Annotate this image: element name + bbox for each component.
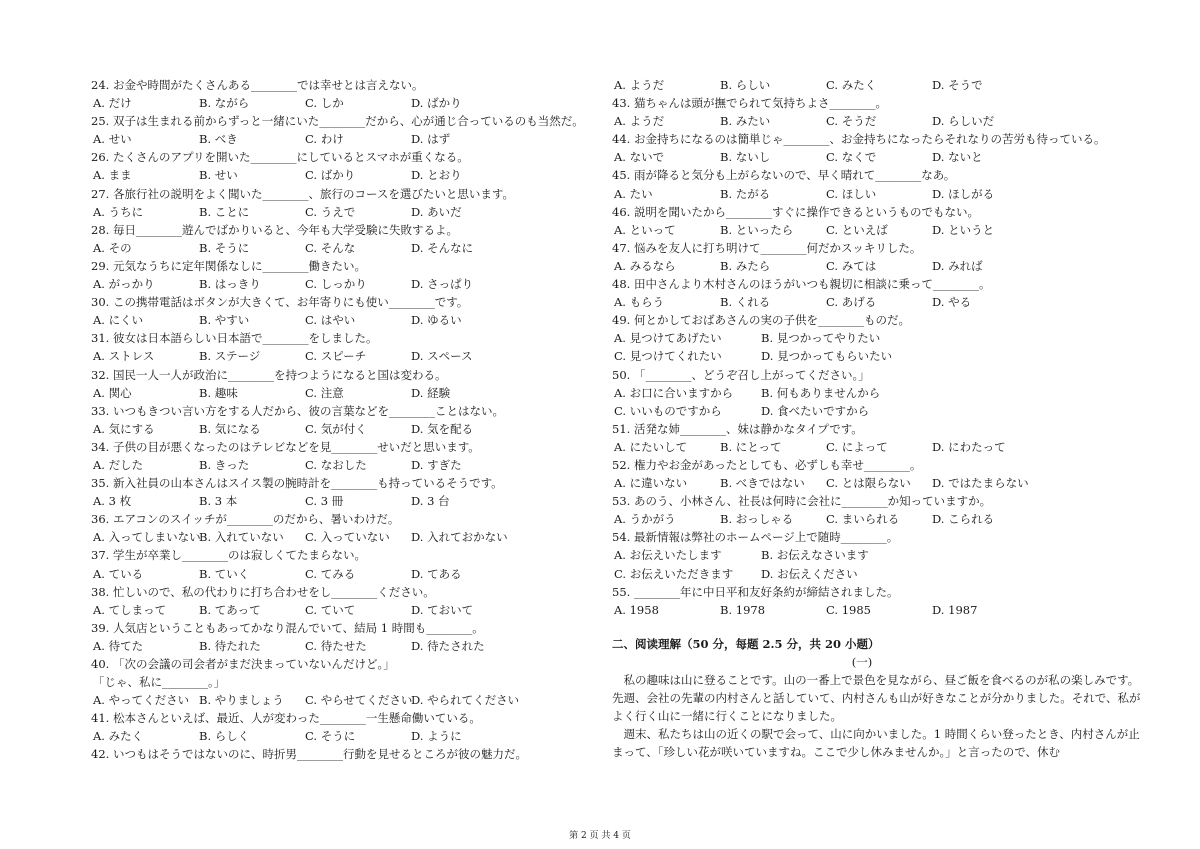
option-b: B. ことに	[199, 204, 250, 219]
option-a: A. 見つけてあげたい	[614, 331, 722, 346]
question-text: 34. 子供の目が悪くなったのはテレビなどを見________せいだと思います。	[91, 439, 480, 454]
options-row	[91, 166, 591, 184]
option-b: B. らしく	[199, 729, 250, 744]
question-text: 51. 活発な姉________、妹は静かなタイプです。	[612, 421, 863, 436]
option-a: A. 入ってしまいない	[93, 530, 201, 545]
option-d: D. 入れておかない	[411, 530, 508, 545]
option-b: B. くれる	[720, 295, 771, 310]
options-row	[91, 528, 591, 546]
option-b: B. やすい	[199, 313, 250, 328]
option-d: D. 気を配る	[411, 421, 474, 436]
option-d: D. 3 台	[411, 494, 450, 509]
options-row	[91, 691, 591, 709]
option-d: D. ゆるい	[411, 313, 462, 328]
options-row	[612, 329, 1112, 347]
options-row	[612, 257, 1112, 275]
option-c: C. そうに	[305, 729, 356, 744]
question-text: 28. 毎日________遊んでばかりいると、今年も大学受験に失敗するよ。	[91, 222, 458, 237]
option-d: D. すぎた	[411, 457, 462, 472]
question-text: 33. いつもきつい言い方をする人だから、彼の言葉などを________ことはない。	[91, 403, 504, 418]
option-a: A. 1958	[614, 602, 659, 617]
question-text: 24. お金や時間がたくさんある________では幸せとは言えない。	[91, 78, 424, 92]
option-a: A. うちに	[93, 204, 144, 219]
options-row	[91, 384, 591, 402]
question-text: 45. 雨が降ると気分も上がらないので、早く晴れて________なあ。	[612, 168, 956, 183]
options-row	[91, 239, 591, 257]
option-b: B. ステージ	[199, 349, 261, 364]
option-d: D. そうで	[932, 78, 983, 92]
question-text: 25. 双子は生まれる前からずっと一緒にいた________だから、心が通じ合っているのも当然だ。	[91, 114, 584, 129]
option-b: B. らしい	[720, 78, 771, 92]
option-c: C. いいものですから	[614, 403, 722, 418]
option-b: B. お伝えなさいます	[761, 548, 869, 563]
option-b: B. きった	[199, 457, 250, 472]
option-d: D. お伝えください	[761, 566, 858, 581]
option-b: B. 1978	[720, 602, 766, 617]
option-c: C. お伝えいただきます	[614, 566, 734, 581]
option-a: A. たい	[614, 186, 653, 201]
option-d: D. 食べたいですから	[761, 403, 870, 418]
question-text: 37. 学生が卒業し________のは寂しくてたまらない。	[91, 548, 366, 563]
option-a: A. にたいして	[614, 439, 688, 454]
option-a: A. がっかり	[93, 277, 155, 292]
option-c: C. 3 冊	[305, 494, 344, 509]
options-row	[91, 347, 591, 365]
question-text: 35. 新入社員の山本さんはスイス製の腕時計を________も持っているそうです。	[91, 476, 503, 491]
option-c: C. 見つけてくれたい	[614, 349, 722, 364]
option-b: B. 何もありませんから	[761, 385, 881, 400]
option-d: D. 待たされた	[411, 638, 485, 653]
options-row	[91, 565, 591, 583]
option-d: D. ではたまらない	[932, 476, 1029, 491]
option-d: D. にわたって	[932, 439, 1006, 454]
option-a: A. みたく	[93, 729, 144, 744]
options-row	[612, 347, 1112, 365]
question-text: 36. エアコンのスイッチが________のだから、暑いわけだ。	[91, 512, 400, 527]
option-c: C. 待たせた	[305, 638, 367, 653]
option-c: C. ていて	[305, 602, 356, 617]
option-a: A. ようだ	[614, 78, 665, 92]
option-a: A. 待てた	[93, 638, 144, 653]
option-b: B. 見つかってやりたい	[761, 331, 881, 346]
question-text: 50. 「________、どうぞ召し上がってください。」	[612, 367, 870, 382]
option-a: A. みるなら	[614, 258, 676, 273]
options-row	[91, 94, 591, 112]
options-row	[612, 510, 1112, 528]
option-a: A. 気にする	[93, 421, 155, 436]
option-a: A. まま	[93, 168, 132, 183]
option-c: C. うえで	[305, 204, 356, 219]
option-d: D. ておいて	[411, 602, 474, 617]
option-b: B. 3 本	[199, 494, 238, 509]
section-title: 二、阅读理解（50 分，每题 2.5 分，共 20 小题）	[612, 636, 880, 651]
option-c: C. 気が付く	[305, 421, 367, 436]
option-d: D. あいだ	[411, 204, 462, 219]
options-row	[91, 130, 591, 148]
option-c: C. そうだ	[826, 114, 877, 129]
option-b: B. 趣味	[199, 385, 238, 400]
option-a: A. だした	[93, 457, 144, 472]
option-b: B. 入れていない	[199, 530, 284, 545]
options-row	[612, 112, 1112, 130]
passage-paragraph-2: 週末、私たちは山の近くの駅で会って、山に向かいました。1 時間くらい登ったとき、内村さんが止まって、「珍しい花が咲いていますね。ここで少し休みませんか。」と言ったので、休む	[612, 727, 1140, 760]
option-d: D. らしいだ	[932, 114, 995, 129]
option-a: A. せい	[93, 132, 132, 147]
question-text: 48. 田中さんより木村さんのほうがいつも親切に相談に乗って________。	[612, 277, 991, 292]
option-c: C. ほしい	[826, 186, 877, 201]
option-b: B. ながら	[199, 96, 250, 111]
option-d: D. というと	[932, 222, 995, 237]
question-text: 40. 「次の会議の司会者がまだ決まっていないんだけど。」	[91, 657, 395, 671]
option-d: D. ばかり	[411, 96, 462, 111]
options-row	[91, 637, 591, 655]
options-row	[612, 402, 1112, 420]
question-text: 29. 元気なうちに定年関係なしに________働きたい。	[91, 258, 366, 273]
option-d: D. とおり	[411, 168, 462, 183]
options-row	[612, 185, 1112, 203]
option-d: D. はず	[411, 132, 451, 147]
question-text: 38. 忙しいので、私の代わりに打ち合わせをし________ください。	[91, 584, 435, 599]
question-text: 53. あのう、小林さん、社長は何時に会社に________か知っていますか。	[612, 494, 992, 509]
option-d: D. やる	[932, 295, 972, 310]
option-d: D. 1987	[932, 602, 978, 617]
question-text: 46. 説明を聞いたから________すぐに操作できるというものでもない。	[612, 204, 979, 219]
passage-paragraph-1: 私の趣味は山に登ることです。山の一番上で景色を見ながら、昼ご飯を食べるのが私の楽しみです。先週、会社の先輩の内村さんと話していて、内村さんも山が好きなことが分かりました。それで、私がよく行く山に一緒に行くことになりました。	[612, 673, 1141, 724]
question-text: 55. ________年に中日平和友好条約が締結されました。	[612, 584, 899, 599]
options-row	[612, 474, 1112, 492]
option-b: B. 待たれた	[199, 638, 261, 653]
option-a: A. その	[93, 240, 132, 255]
option-b: B. みたら	[720, 258, 771, 273]
option-a: A. ないで	[614, 150, 665, 165]
option-b: B. ていく	[199, 566, 250, 581]
options-row	[612, 293, 1112, 311]
option-b: B. 気になる	[199, 421, 261, 436]
option-a: A. といって	[614, 222, 676, 237]
options-row	[612, 601, 1112, 619]
options-row	[91, 727, 591, 745]
option-a: A. やってください	[93, 693, 190, 708]
options-row	[612, 384, 1112, 402]
option-d: D. 見つかってもらいたい	[761, 349, 893, 364]
option-c: C. とは限らない	[826, 476, 911, 491]
option-d: D. スペース	[411, 349, 473, 364]
option-b: B. たがる	[720, 186, 771, 201]
options-row	[612, 148, 1112, 166]
option-b: B. べきではない	[720, 476, 805, 491]
question-text: 27. 各旅行社の説明をよく聞いた________、旅行のコースを選びたいと思います。	[91, 186, 514, 201]
option-c: C. なおした	[305, 457, 367, 472]
question-text: 47. 悩みを友人に打ち明けて________何だかスッキリした。	[612, 240, 922, 255]
option-b: B. といったら	[720, 222, 794, 237]
option-d: D. やられてください	[411, 693, 520, 708]
option-c: C. 1985	[826, 602, 871, 617]
options-row	[91, 275, 591, 293]
option-c: C. はやい	[305, 313, 356, 328]
option-b: B. そうに	[199, 240, 250, 255]
option-c: C. そんな	[305, 240, 356, 255]
option-c: C. 入っていない	[305, 530, 390, 545]
question-text: 39. 人気店ということもあってかなり混んでいて、結局 1 時間も________。	[91, 620, 484, 635]
option-c: C. あげる	[826, 295, 877, 310]
option-c: C. ばかり	[305, 168, 356, 183]
option-c: C. スピーチ	[305, 349, 367, 364]
option-b: B. せい	[199, 168, 238, 183]
option-a: A. てしまって	[93, 602, 167, 617]
option-a: A. ようだ	[614, 114, 665, 129]
question-text: 30. この携帯電話はボタンが大きくて、お年寄りにも使い________です。	[91, 295, 469, 310]
option-b: B. ないし	[720, 150, 771, 165]
question-text: 41. 松本さんといえば、最近、人が変わった________一生懸命働いている。	[91, 711, 481, 726]
option-d: D. みれば	[932, 258, 983, 273]
question-text: 42. いつもはそうではないのに、時折男________行動を見せるところが彼の魅力だ。	[91, 747, 527, 762]
option-b: B. おっしゃる	[720, 512, 794, 527]
option-d: D. ないと	[932, 150, 983, 165]
passage-number: (一)	[851, 654, 873, 669]
option-a: A. ストレス	[93, 349, 155, 364]
option-d: D. ように	[411, 729, 462, 744]
question-text: 26. たくさんのアプリを開いた________にしているとスマホが重くなる。	[91, 150, 469, 165]
right-column	[612, 76, 1141, 761]
options-row	[91, 420, 591, 438]
question-text-line2: 「じゃ、私に________。」	[93, 675, 226, 690]
option-d: D. そんなに	[411, 240, 474, 255]
option-d: D. てある	[411, 566, 462, 581]
options-row	[612, 76, 1112, 94]
option-b: B. やりましょう	[199, 693, 284, 708]
option-d: D. 経験	[411, 385, 451, 400]
options-row	[91, 492, 591, 510]
option-a: A. にくい	[93, 313, 144, 328]
question-text: 54. 最新情報は弊社のホームページ上で随時________。	[612, 530, 899, 545]
option-b: B. みたい	[720, 114, 771, 129]
question-text: 31. 彼女は日本語らしい日本語で________をしました。	[91, 331, 378, 346]
option-a: A. 3 枚	[93, 494, 132, 509]
option-c: C. てみる	[305, 566, 356, 581]
options-row	[91, 456, 591, 474]
option-c: C. みたく	[826, 78, 877, 92]
option-a: A. ている	[93, 566, 144, 581]
question-text: 49. 何とかしておばあさんの実の子供を________ものだ。	[612, 313, 910, 328]
option-a: A. に違いない	[614, 476, 688, 491]
options-row	[91, 311, 591, 329]
option-a: A. お伝えいたします	[614, 548, 722, 563]
option-a: A. うかがう	[614, 512, 676, 527]
option-a: A. だけ	[93, 96, 132, 111]
option-b: B. べき	[199, 132, 238, 147]
right-questions	[612, 76, 1112, 619]
options-row	[612, 546, 1112, 564]
left-column	[91, 76, 591, 764]
question-text: 52. 権力やお金があったとしても、必ずしも幸せ________。	[612, 457, 922, 472]
option-c: C. やらせてください	[305, 693, 413, 708]
option-a: A. 関心	[93, 385, 132, 400]
option-c: C. みては	[826, 258, 877, 273]
option-c: C. わけ	[305, 132, 344, 147]
options-row	[91, 601, 591, 619]
option-d: D. ほしがる	[932, 186, 995, 201]
option-d: D. さっぱり	[411, 277, 474, 292]
option-c: C. しっかり	[305, 277, 367, 292]
option-c: C. なくで	[826, 150, 877, 165]
option-c: C. まいられる	[826, 512, 900, 527]
option-b: B. はっきり	[199, 277, 261, 292]
options-row	[91, 203, 591, 221]
option-b: B. てあって	[199, 602, 261, 617]
question-text: 32. 国民一人一人が政治に________を持つようになると国は変わる。	[91, 367, 447, 382]
option-c: C. といえば	[826, 222, 888, 237]
option-b: B. にとって	[720, 439, 782, 454]
option-c: C. によって	[826, 439, 888, 454]
option-a: A. お口に合いますから	[614, 385, 734, 400]
options-row	[612, 221, 1112, 239]
options-row	[612, 438, 1112, 456]
page-footer: 第 2 页 共 4 页	[569, 831, 631, 841]
question-text: 44. お金持ちになるのは簡単じゃ________、お金持ちになったらそれなりの苦労も待っている。	[612, 132, 1106, 147]
option-d: D. こられる	[932, 512, 995, 527]
option-c: C. 注意	[305, 385, 344, 400]
option-c: C. しか	[305, 96, 344, 111]
options-row	[612, 565, 1112, 583]
question-text: 43. 猫ちゃんは頭が撫でられて気持ちよさ________。	[612, 96, 887, 111]
option-a: A. もらう	[614, 295, 665, 310]
